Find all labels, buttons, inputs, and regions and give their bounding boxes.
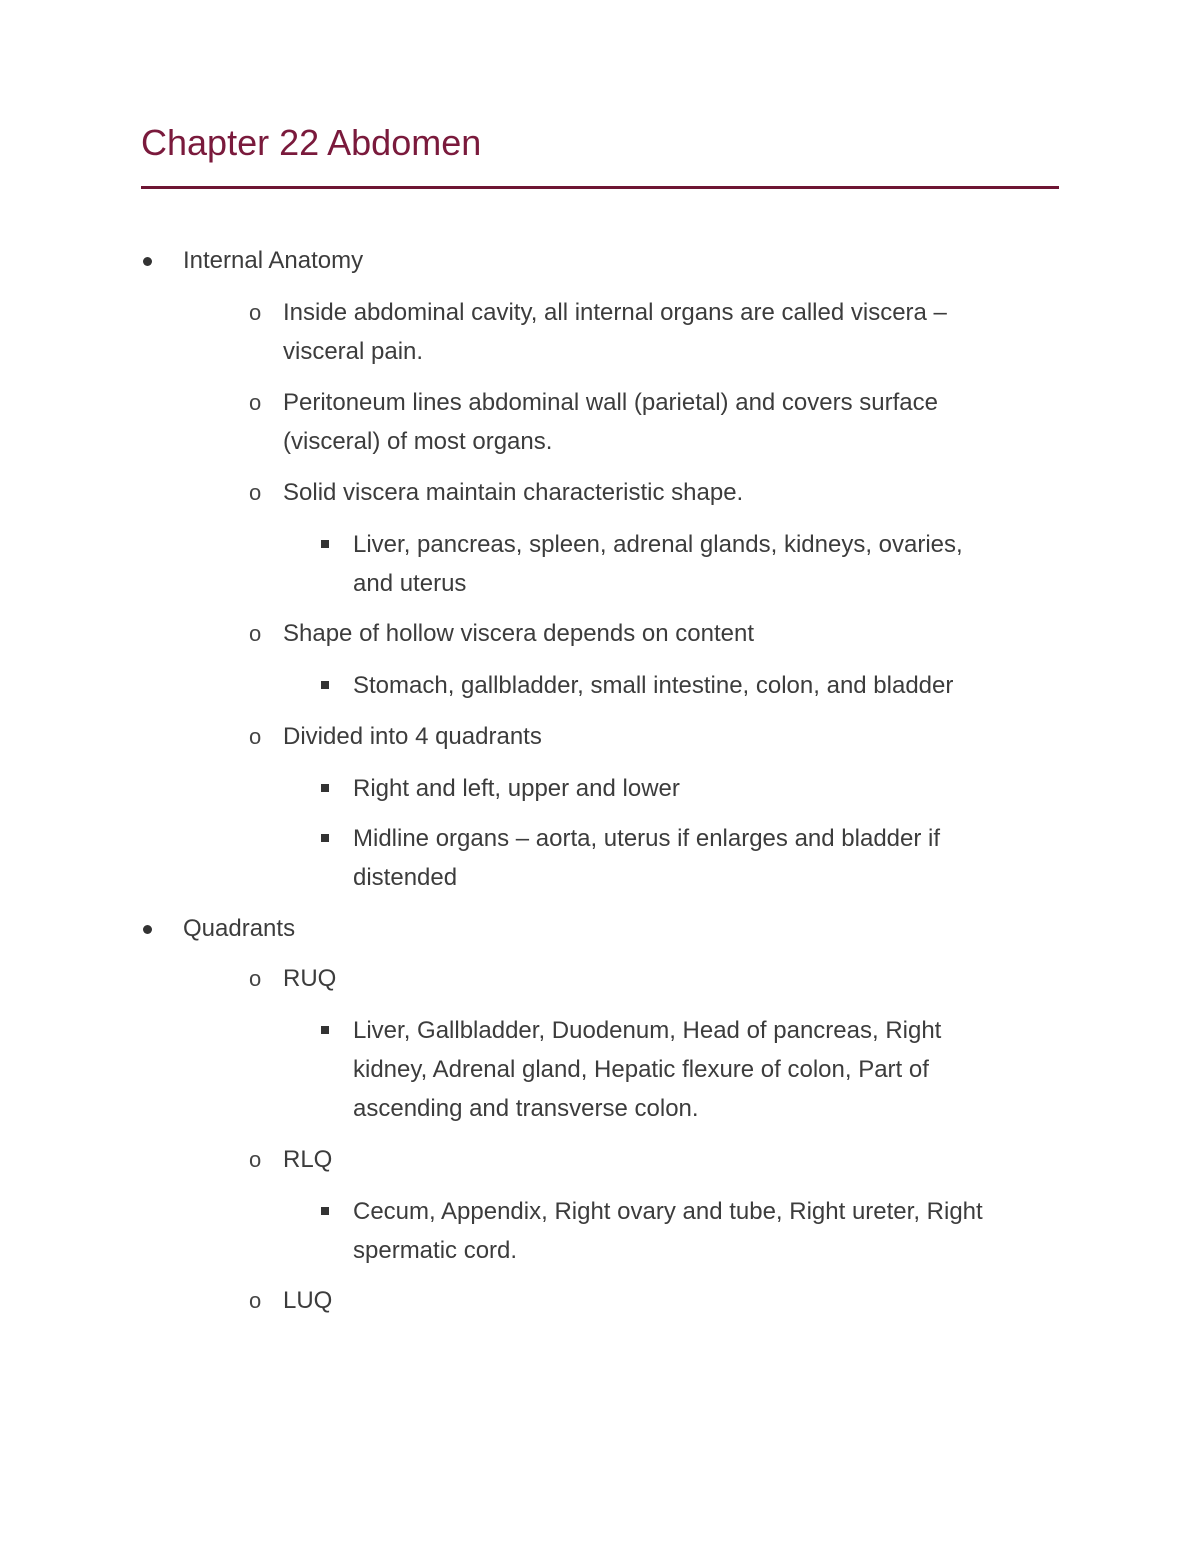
list-item-ruq: RUQ [283, 965, 337, 992]
list-item-solid-viscera: Solid viscera maintain characteristic shape. [283, 479, 744, 506]
square-bullet-icon [321, 784, 329, 792]
sublist-item-midline-cont: distended [353, 864, 458, 891]
circle-bullet-icon: o [249, 966, 262, 991]
square-bullet-icon [321, 540, 329, 548]
sublist-item-right-left: Right and left, upper and lower [353, 775, 680, 802]
sublist-item-ruq-organs-cont2: ascending and transverse colon. [353, 1095, 699, 1122]
circle-bullet-icon: o [249, 390, 262, 415]
sublist-item-midline: Midline organs – aorta, uterus if enlarges and bladder if [353, 825, 941, 852]
circle-bullet-icon: o [249, 300, 262, 325]
bullet-dot-icon [143, 925, 152, 934]
square-bullet-icon [321, 1207, 329, 1215]
sublist-item-hollow-organs: Stomach, gallbladder, small intestine, colon, and bladder [353, 672, 954, 699]
square-bullet-icon [321, 681, 329, 689]
list-item-viscera: Inside abdominal cavity, all internal organs are called viscera – [283, 299, 947, 326]
list-item-peritoneum-cont: (visceral) of most organs. [283, 428, 553, 455]
sublist-item-rlq-organs: Cecum, Appendix, Right ovary and tube, Right ureter, Right [353, 1198, 983, 1225]
square-bullet-icon [321, 1026, 329, 1034]
list-item-peritoneum: Peritoneum lines abdominal wall (parietal) and covers surface [283, 389, 938, 416]
bullet-dot-icon [143, 257, 152, 266]
list-item-rlq: RLQ [283, 1146, 333, 1173]
list-item-hollow-viscera: Shape of hollow viscera depends on content [283, 620, 754, 647]
bullet-internal-anatomy: Internal Anatomy [183, 247, 364, 274]
bullet-quadrants: Quadrants [183, 915, 296, 942]
sublist-item-solid-organs-cont: and uterus [353, 570, 467, 597]
circle-bullet-icon: o [249, 724, 262, 749]
list-item-viscera-cont: visceral pain. [283, 338, 424, 365]
list-item-luq: LUQ [283, 1287, 333, 1314]
circle-bullet-icon: o [249, 480, 262, 505]
circle-bullet-icon: o [249, 1288, 262, 1313]
circle-bullet-icon: o [249, 621, 262, 646]
title-underline [141, 186, 1059, 189]
sublist-item-solid-organs: Liver, pancreas, spleen, adrenal glands, kidneys, ovaries, [353, 531, 963, 558]
circle-bullet-icon: o [249, 1147, 262, 1172]
sublist-item-ruq-organs: Liver, Gallbladder, Duodenum, Head of pancreas, Right [353, 1017, 942, 1044]
sublist-item-ruq-organs-cont: kidney, Adrenal gland, Hepatic flexure of colon, Part of [353, 1056, 929, 1083]
square-bullet-icon [321, 834, 329, 842]
sublist-item-rlq-organs-cont: spermatic cord. [353, 1237, 518, 1264]
page-title: Chapter 22 Abdomen [141, 122, 482, 163]
list-item-quadrants-divided: Divided into 4 quadrants [283, 723, 542, 750]
